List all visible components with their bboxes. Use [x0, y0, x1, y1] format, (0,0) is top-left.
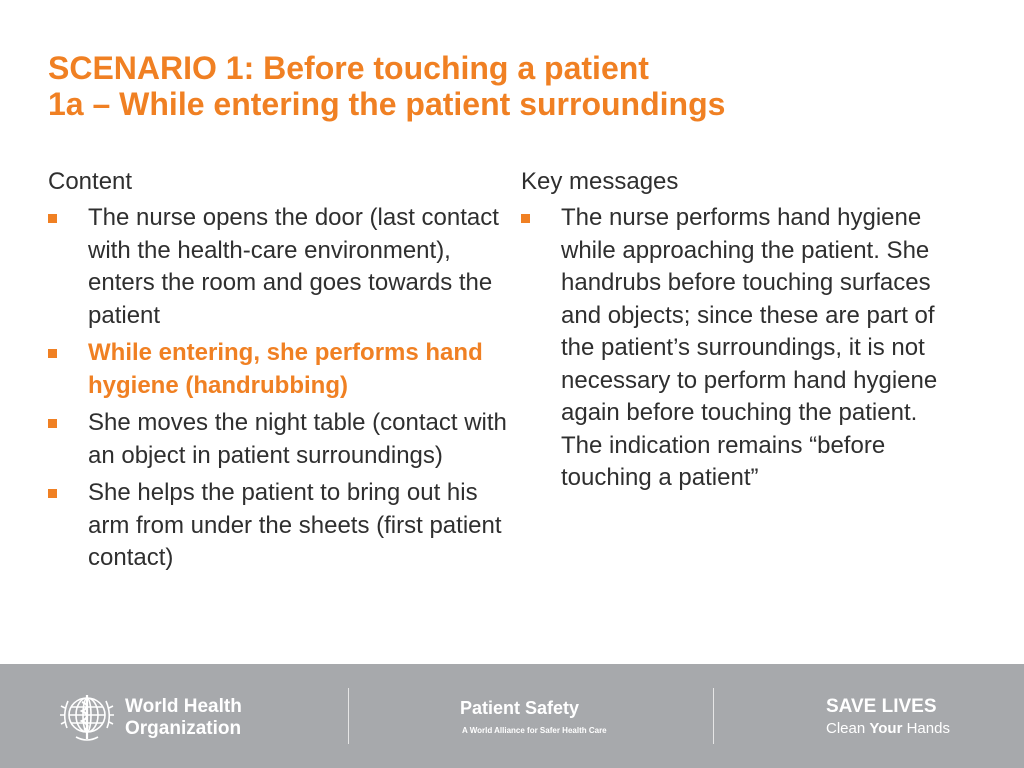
key-message-item	[521, 202, 961, 495]
content-column	[48, 168, 508, 580]
footer-bar	[0, 664, 1024, 768]
content-list	[48, 202, 508, 575]
square-bullet-icon	[48, 419, 57, 428]
content-item-text: The nurse opens the door (last contact with the health-care environment), enters the room and goes towards the patient	[88, 204, 499, 329]
key-messages-list	[521, 202, 961, 495]
slide-title	[48, 50, 988, 122]
who-line-2: Organization	[125, 718, 242, 739]
hands-word: Hands	[902, 720, 950, 737]
content-item	[48, 477, 508, 575]
content-heading: Content	[48, 168, 133, 195]
who-emblem-icon	[58, 688, 116, 744]
square-bullet-icon	[521, 214, 530, 223]
footer-divider	[348, 688, 349, 744]
content-item	[48, 407, 508, 472]
key-messages-heading: Key messages	[521, 168, 679, 195]
square-bullet-icon	[48, 489, 57, 498]
clean-your-hands-tagline	[826, 720, 950, 737]
slide-title-line-1: SCENARIO 1: Before touching a patient	[48, 50, 649, 86]
content-item-text: She moves the night table (contact with an object in patient surroundings)	[88, 409, 507, 469]
content-item-text: She helps the patient to bring out his arm from under the sheets (first patient contact)	[88, 479, 502, 571]
content-item-text: While entering, she performs hand hygiene (handrubbing)	[88, 339, 483, 399]
content-item-highlighted	[48, 337, 508, 402]
square-bullet-icon	[48, 349, 57, 358]
clean-word: Clean	[826, 720, 870, 737]
key-message-text: The nurse performs hand hygiene while approaching the patient. She handrubs before touching surfaces and objects; since these are part of the patient’s surroundings, it is not necessary to perform hand hygiene again before touching the patient. The indication remains “before touching a patient”	[561, 204, 938, 491]
footer-divider	[713, 688, 714, 744]
content-item	[48, 202, 508, 332]
slide-title-line-2: 1a – While entering the patient surroundings	[48, 86, 726, 122]
patient-safety-title: Patient Safety	[460, 698, 580, 718]
square-bullet-icon	[48, 214, 57, 223]
key-messages-column	[521, 168, 961, 500]
save-lives-title: SAVE LIVES	[826, 696, 937, 717]
patient-safety-subtitle: A World Alliance for Safer Health Care	[462, 726, 607, 735]
your-word: Your	[869, 720, 903, 737]
who-wordmark	[125, 696, 242, 740]
who-line-1: World Health	[125, 696, 242, 717]
